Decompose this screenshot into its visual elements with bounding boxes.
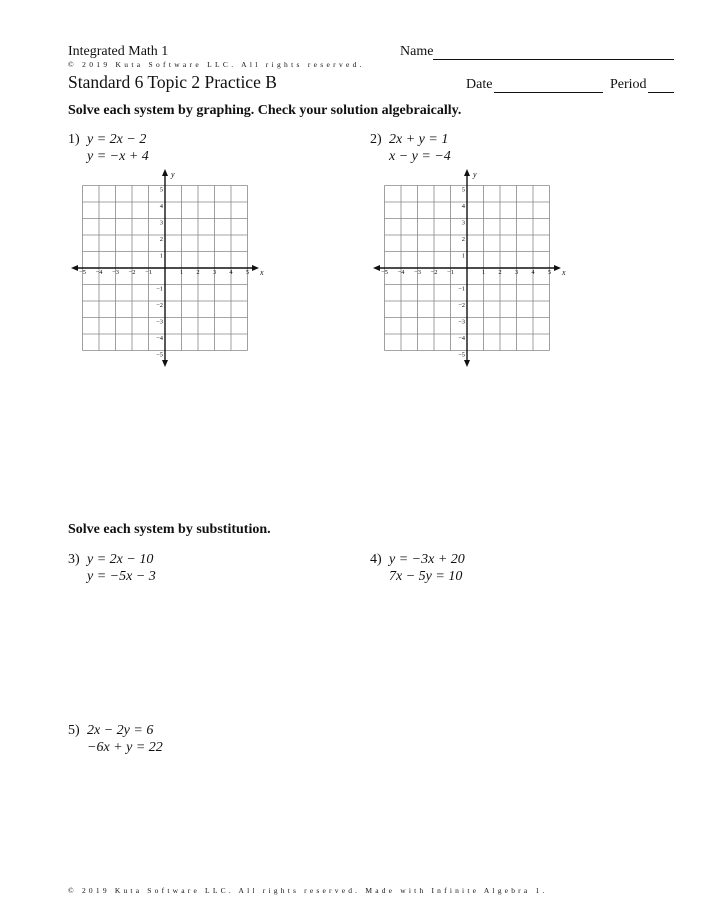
equation-2: y = −5x − 3 (87, 569, 156, 584)
y-tick-label: 2 (461, 236, 465, 243)
y-axis-arrow-down (162, 360, 168, 367)
y-axis-arrow-up (464, 169, 470, 176)
x-tick-label: −5 (79, 269, 86, 276)
y-tick-label: 1 (461, 252, 465, 260)
coordinate-grid-1[interactable] (70, 168, 270, 368)
date-label: Date (466, 77, 493, 92)
coordinate-grid-2[interactable] (372, 168, 572, 368)
equation-1: y = −3x + 20 (389, 552, 465, 567)
x-tick-label: −3 (112, 269, 119, 276)
x-tick-label: 3 (212, 269, 217, 276)
problem-5 (68, 722, 163, 756)
equation-2: 7x − 5y = 10 (389, 569, 463, 584)
tick-labels (79, 170, 264, 359)
problem-2 (370, 131, 451, 165)
x-tick-label: 5 (245, 269, 250, 276)
y-tick-label: 1 (159, 252, 163, 260)
x-tick-label: −2 (430, 269, 438, 276)
y-tick-label: 5 (461, 186, 465, 194)
x-tick-label: −3 (414, 269, 421, 276)
y-tick-label: 5 (159, 186, 163, 194)
problem-number: 5) (68, 723, 80, 738)
footer-copyright: © 2019 Kuta Software LLC. All rights reserved. Made with Infinite Algebra 1. (68, 886, 548, 895)
problem-number: 1) (68, 132, 80, 147)
x-axis-arrow-right (252, 265, 259, 271)
y-tick-label: −5 (156, 351, 163, 359)
problem-number: 4) (370, 552, 382, 567)
x-tick-label: 2 (498, 269, 502, 276)
equation-1: 2x − 2y = 6 (87, 723, 154, 738)
y-tick-label: 3 (461, 219, 465, 227)
x-tick-label: 3 (514, 269, 519, 276)
y-tick-label: 2 (159, 236, 163, 243)
name-label: Name (400, 44, 434, 59)
x-axis-arrow-left (71, 265, 78, 271)
substitution-instruction: Solve each system by substitution. (68, 522, 271, 537)
y-axis-arrow-up (162, 169, 168, 176)
period-label: Period (610, 77, 647, 92)
y-tick-label: −4 (458, 335, 465, 342)
x-tick-label: 5 (547, 269, 552, 276)
y-axis-label: y (473, 170, 477, 179)
problem-number: 3) (68, 552, 80, 567)
problem-1 (68, 131, 149, 165)
x-tick-label: −5 (381, 269, 388, 276)
y-tick-label: 4 (159, 203, 163, 210)
x-axis-arrow-right (554, 265, 561, 271)
x-axis-label: x (260, 268, 264, 277)
y-tick-label: −5 (458, 351, 465, 359)
y-tick-label: −1 (458, 285, 465, 293)
equation-2: x − y = −4 (389, 149, 451, 164)
problem-number: 2) (370, 132, 382, 147)
equation-2: −6x + y = 22 (87, 740, 163, 755)
x-axis-label: x (562, 268, 566, 277)
x-tick-label: −4 (397, 269, 405, 276)
tick-labels (381, 170, 566, 359)
y-tick-label: −3 (458, 318, 465, 326)
equation-1: 2x + y = 1 (389, 132, 449, 147)
y-tick-label: −3 (156, 318, 163, 326)
x-tick-label: 1 (481, 269, 486, 276)
x-tick-label: −1 (447, 269, 454, 276)
y-tick-label: −4 (156, 335, 163, 342)
x-tick-label: −2 (128, 269, 136, 276)
y-axis-label: y (171, 170, 175, 179)
y-axis-arrow-down (464, 360, 470, 367)
course-name: Integrated Math 1 (68, 44, 169, 59)
y-tick-label: −2 (156, 302, 163, 309)
x-tick-label: 4 (531, 269, 535, 276)
y-tick-label: −1 (156, 285, 163, 293)
graphing-instruction: Solve each system by graphing. Check your solution algebraically. (68, 103, 462, 118)
x-axis-arrow-left (373, 265, 380, 271)
copyright-top: © 2019 Kuta Software LLC. All rights reserved. (68, 60, 365, 69)
x-tick-label: −1 (145, 269, 152, 276)
problem-4 (370, 551, 465, 585)
y-tick-label: 3 (159, 219, 163, 227)
date-field-line[interactable] (494, 92, 603, 93)
page-title: Standard 6 Topic 2 Practice B (68, 72, 277, 92)
period-field-line[interactable] (648, 92, 674, 93)
x-tick-label: 1 (179, 269, 184, 276)
problem-3 (68, 551, 156, 585)
y-tick-label: −2 (458, 302, 465, 309)
x-tick-label: −4 (95, 269, 103, 276)
y-tick-label: 4 (461, 203, 465, 210)
equation-1: y = 2x − 2 (87, 132, 147, 147)
x-tick-label: 2 (196, 269, 200, 276)
equation-2: y = −x + 4 (87, 149, 149, 164)
equation-1: y = 2x − 10 (87, 552, 154, 567)
x-tick-label: 4 (229, 269, 233, 276)
name-field-line[interactable] (433, 59, 674, 60)
